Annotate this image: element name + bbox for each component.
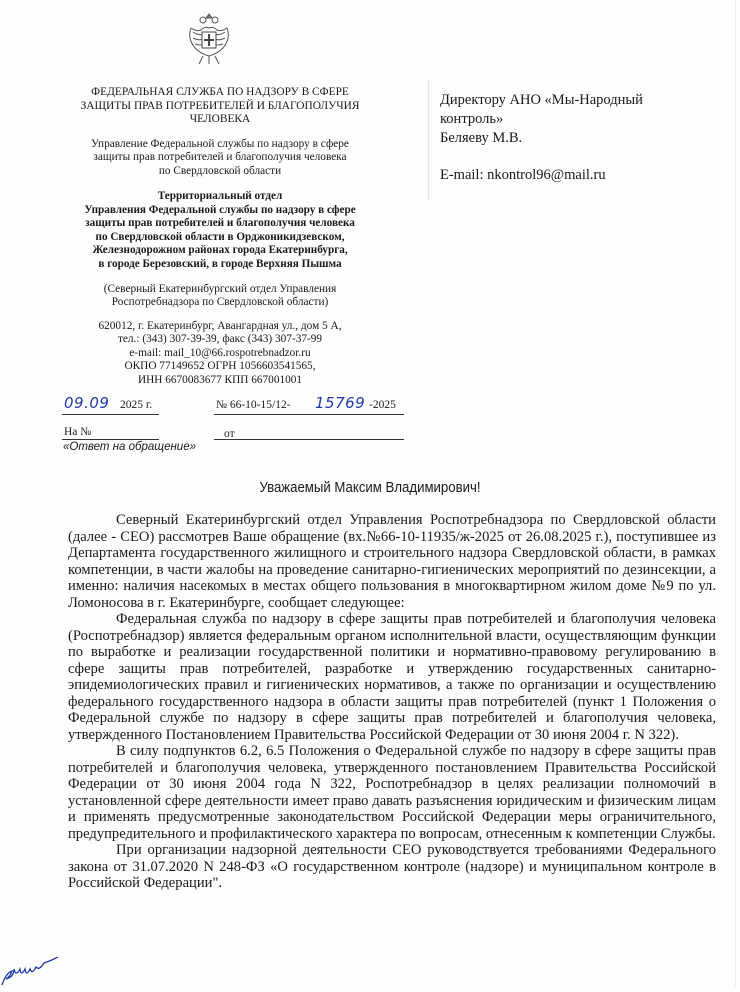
greeting: Уважаемый Максим Владимирович! (259, 479, 481, 496)
org-subtitle-line: Управление Федеральной службы по надзору в сфере (91, 138, 349, 150)
org-title-line: ЧЕЛОВЕКА (189, 113, 251, 125)
body-paragraph: Федеральная служба по надзору в сфере защиты прав потребителей и благополучия человека (Роспотребнадзор) является федеральным органом исполнительной власти, осуществляющим функции по выработке и реализации государственной политики и нормативно-правовому регулированию в сфере защиты прав потребителей, разработке и утверждению государственных санитарно-эпидемиологических правил и гигиенических нормативов, а также по организации и осуществлению федерального государственного надзора в области защиты прав потребителей (пункт 1 Положения о Федеральной службе по надзору в сфере защиты прав потребителей и благополучия человека, утвержденного Постановлением Правительства Российской Федерации от 30 июня 2004 г. N 322). (68, 611, 716, 743)
department-short-line: Роспотребнадзора по Свердловской области) (111, 296, 329, 309)
recipient-email: E-mail: nkontrol96@mail.ru (440, 167, 606, 184)
letter-date-field (62, 396, 159, 415)
date-year: 2025 г. (120, 399, 153, 411)
coat-of-arms-emblem-icon (183, 8, 235, 68)
recipient-line: контроль» (440, 110, 504, 127)
department-line: в городе Березовский, в городе Верхняя Пышма (98, 257, 342, 270)
org-title-line: ЗАЩИТЫ ПРАВ ПОТРЕБИТЕЛЕЙ И БЛАГОПОЛУЧИЯ (80, 99, 360, 112)
on-number-label: На № (64, 426, 92, 438)
org-subtitle-line: защиты прав потребителей и благополучия человека (93, 151, 347, 164)
department-line: по Свердловской области в Орджоникидзевском, (95, 230, 345, 243)
department-line: защиты прав потребителей и благополучия человека (85, 217, 355, 229)
address-line: 620012, г. Екатеринбург, Авангардная ул., дом 5 А, (98, 320, 342, 332)
number-suffix: -2025 (369, 399, 396, 411)
department-line: Территориальный отдел (157, 190, 283, 202)
handwritten-number: 15769 (315, 394, 366, 412)
org-subtitle (60, 138, 380, 178)
org-title-line: ФЕДЕРАЛЬНАЯ СЛУЖБА ПО НАДЗОРУ В СФЕРЕ (91, 86, 349, 98)
signature-icon (0, 957, 70, 987)
from-label: от (224, 428, 235, 440)
number-prefix: № 66-10-15/12- (216, 399, 291, 411)
scan-edge-line (735, 0, 736, 987)
scan-artifact-line (428, 80, 429, 200)
recipient-block (440, 91, 720, 185)
department-short-line: (Северный Екатеринбургский отдел Управления (103, 283, 337, 295)
letter-number-field (214, 396, 404, 415)
body-paragraph: В силу подпунктов 6.2, 6.5 Положения о Федеральной службе по надзору в сфере защиты прав потребителей и благополучия человека, утвержденного постановлением Правительства Российской Федерации от 30 июня 2004 года N 322, Роспотребнадзор в целях реализации полномочий в установленной сфере деятельности имеет право давать разъяснения юридическим и физическим лицам и применять предусмотренные законодательством Российской Федерации меры ограничительного, предупредительного и профилактического характера по вопросам, отнесенным к компетенции Службы. (68, 743, 716, 842)
body-paragraph: Северный Екатеринбургский отдел Управления Роспотребнадзора по Свердловской области (далее - СЕО) рассмотрев Ваше обращение (вх.№66-10-11935/ж-2025 от 26.08.2025 г.), поступившее из Департамента государственного жилищного и строительного надзора Свердловской области, в рамках компетенции, в части жалобы на проведение санитарно-гигиенических мероприятий по дезинсекции, а именно: наличия насекомых в местах общего пользования в многоквартирном жилом доме №9 по ул. Ломоносова в г. Екатеринбурге, сообщает следующее: (68, 512, 716, 611)
from-date-field (214, 424, 404, 440)
email-line: e-mail: mail_10@66.rospotrebnadzor.ru (129, 346, 311, 359)
recipient-name: Беляеву М.В. (440, 129, 523, 146)
org-title (60, 86, 380, 127)
department-line: Железнодорожном районах города Екатеринбурга, (92, 244, 348, 256)
letter-body (68, 512, 716, 892)
inn-kpp-line: ИНН 6670083677 КПП 667001001 (137, 373, 303, 386)
okpo-ogrn-line: ОКПО 77149652 ОГРН 1056603541565, (124, 360, 316, 373)
department-line: Управления Федеральной службы по надзору в сфере (84, 203, 356, 216)
department-short-name (60, 283, 380, 310)
letter-subject: «Ответ на обращение» (63, 441, 196, 453)
recipient-line: Директору АНО «Мы-Народный (440, 92, 643, 108)
org-subtitle-line: по Свердловской области (158, 164, 282, 177)
org-contacts (60, 320, 380, 387)
department-name (60, 190, 380, 271)
handwritten-date: 09.09 (64, 394, 110, 412)
phone-line: тел.: (343) 307-39-39, факс (343) 307-37-99 (117, 333, 323, 346)
on-number-field (62, 424, 159, 440)
body-paragraph: При организации надзорной деятельности СЕО руководствуется требованиями Федерального закона от 31.07.2020 N 248-ФЗ «О государственном контроле (надзоре) и муниципальном контроле в Российской Федерации". (68, 842, 716, 891)
